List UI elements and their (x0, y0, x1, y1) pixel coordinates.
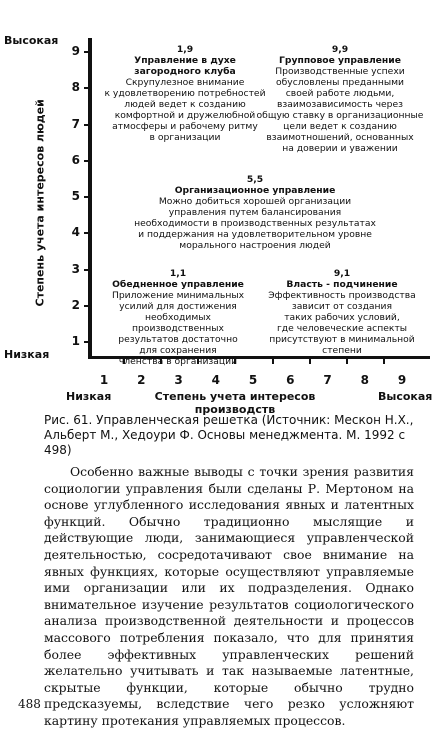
style-text-line: к удовлетворению потребностей (104, 88, 266, 99)
style-title: Организационное управление (174, 185, 336, 196)
x-tick-label: 3 (174, 373, 183, 387)
x-tick-label: 5 (248, 373, 258, 387)
style-text-line: на доверии и уважении (282, 143, 398, 154)
style-box-5-5 (120, 174, 390, 251)
x-axis-title: Степень учета интересов производств (154, 390, 316, 416)
y-tick-mark (84, 124, 92, 126)
y-tick-label: 1 (71, 334, 80, 348)
page-number: 488 (18, 697, 41, 711)
x-tick-label: 8 (360, 373, 369, 387)
style-text-line: результатов достаточно (118, 334, 238, 345)
y-tick-label: 8 (71, 80, 80, 95)
style-title: Обедненное управление (112, 279, 244, 290)
style-box-9-1 (260, 268, 424, 356)
y-tick-mark (84, 196, 92, 198)
style-title: Групповое управление (279, 55, 401, 66)
y-tick-label: 6 (71, 152, 80, 167)
style-text-line: общую ставку в организационные (256, 110, 424, 121)
style-text-line: обусловлены преданными (275, 77, 405, 88)
y-tick-label: 5 (71, 189, 80, 203)
x-tick-label: 7 (323, 373, 332, 387)
x-tick-mark (272, 356, 274, 364)
figure-caption: Рис. 61. Управленческая решетка (Источник: Мескон Н.Х., Альберт М., Хедоури Ф. Основы менеджмента. М. 1992 с 498) (44, 413, 414, 457)
style-box-1-9 (100, 44, 270, 143)
y-tick-label: 4 (71, 225, 80, 240)
style-box-9-9 (254, 44, 426, 154)
y-tick-label: 3 (71, 261, 80, 276)
style-text-line: своей работе людьми, (285, 88, 395, 99)
y-tick-mark (84, 269, 92, 271)
style-text-line: где человеческие аспекты (276, 323, 408, 334)
style-text-line: и поддержания на удовлетворительном уровне (138, 229, 372, 240)
style-text-line: необходимых производственных (132, 312, 224, 334)
y-tick-mark (84, 305, 92, 307)
style-text-line: взаимотношений, основанных (266, 132, 414, 143)
y-tick-label: 9 (71, 44, 80, 58)
style-box-1-1 (98, 268, 258, 367)
style-text-line: для сохранения (139, 345, 217, 356)
body-paragraph: Особенно важные выводы с точки зрения развития социологии управления были сделаны Р. Мертоном на основе углубленного исследования явных и латентных функций. Обычно традиционно мыслящие и действующие люди, занимающиеся управленческой деятельностью, сосредотачивают свое внимание на явных функциях, которые осуществляют управляемые ими организации или их подразделения. Однако внимательное изучение результатов социологического анализа производственной деятельности и процессов массового потребления показало, что для принятия более эффективных управленческих решений желательно учитывать и так называемые латентные, скрытые функции, которые обычно трудно предсказуемы, вследствие чего резко усложняют картину протекания управляемых процессов. (44, 464, 414, 728)
style-text-line: Приложение минимальных (111, 290, 245, 301)
style-text-line: людей ведет к созданию (124, 99, 246, 110)
x-tick-mark (383, 356, 385, 364)
style-text-line: Производственные успехи (275, 66, 405, 77)
style-text-line: таких рабочих условий, (284, 312, 400, 323)
y-axis-high-label: Высокая (4, 34, 59, 47)
style-text-line: морального настроения людей (179, 240, 331, 251)
style-text-line: атмосферы и рабочему ритму (112, 121, 258, 132)
style-text-line: присутствуют в минимальной (269, 334, 415, 345)
y-tick-mark (84, 341, 92, 343)
x-tick-label: 2 (137, 373, 146, 387)
x-tick-label: 6 (286, 373, 295, 387)
x-tick-label: 4 (211, 373, 220, 387)
x-tick-mark (346, 356, 348, 364)
style-code: 1,1 (169, 268, 187, 279)
style-code: 1,9 (176, 44, 194, 55)
style-text-line: в организации (149, 132, 221, 143)
style-text-line: членства в организации (118, 356, 238, 367)
y-tick-label: 2 (71, 297, 80, 312)
style-code: 5,5 (246, 174, 264, 185)
style-text-line: зависит от создания (291, 301, 393, 312)
style-code: 9,1 (333, 268, 351, 279)
style-text-line: степени (322, 345, 362, 356)
y-tick-mark (84, 51, 92, 53)
y-tick-mark (84, 232, 92, 234)
style-text-line: взаимозависимость через (276, 99, 404, 110)
y-tick-mark (84, 87, 92, 89)
style-title: Власть - подчинение (286, 279, 398, 290)
style-text-line: Эффективность производства (268, 290, 416, 301)
y-axis-title: Степень учета интересов людей (33, 99, 47, 307)
y-tick-label: 7 (71, 116, 80, 131)
style-text-line: комфортной и дружелюбной (114, 110, 256, 121)
style-text-line: управления путем балансирования (168, 207, 342, 218)
y-axis-low-label: Низкая (4, 348, 50, 361)
style-text-line: цели ведет к созданию (283, 121, 397, 132)
y-tick-mark (84, 160, 92, 162)
style-code: 9,9 (331, 44, 349, 55)
style-text-line: необходимости в производственных результатах (134, 218, 376, 229)
x-tick-mark (309, 356, 311, 364)
style-text-line: Можно добиться хорошей организации (158, 196, 352, 207)
x-axis-high-label: Высокая (378, 390, 433, 403)
style-text-line: Скрупулезное внимание (125, 77, 245, 88)
style-title: Управление в духе загородного клуба (134, 55, 236, 77)
style-text-line: усилий для достижения (119, 301, 237, 312)
x-axis-low-label: Низкая (66, 390, 112, 403)
x-tick-label: 9 (397, 373, 407, 387)
x-tick-label: 1 (99, 373, 109, 387)
